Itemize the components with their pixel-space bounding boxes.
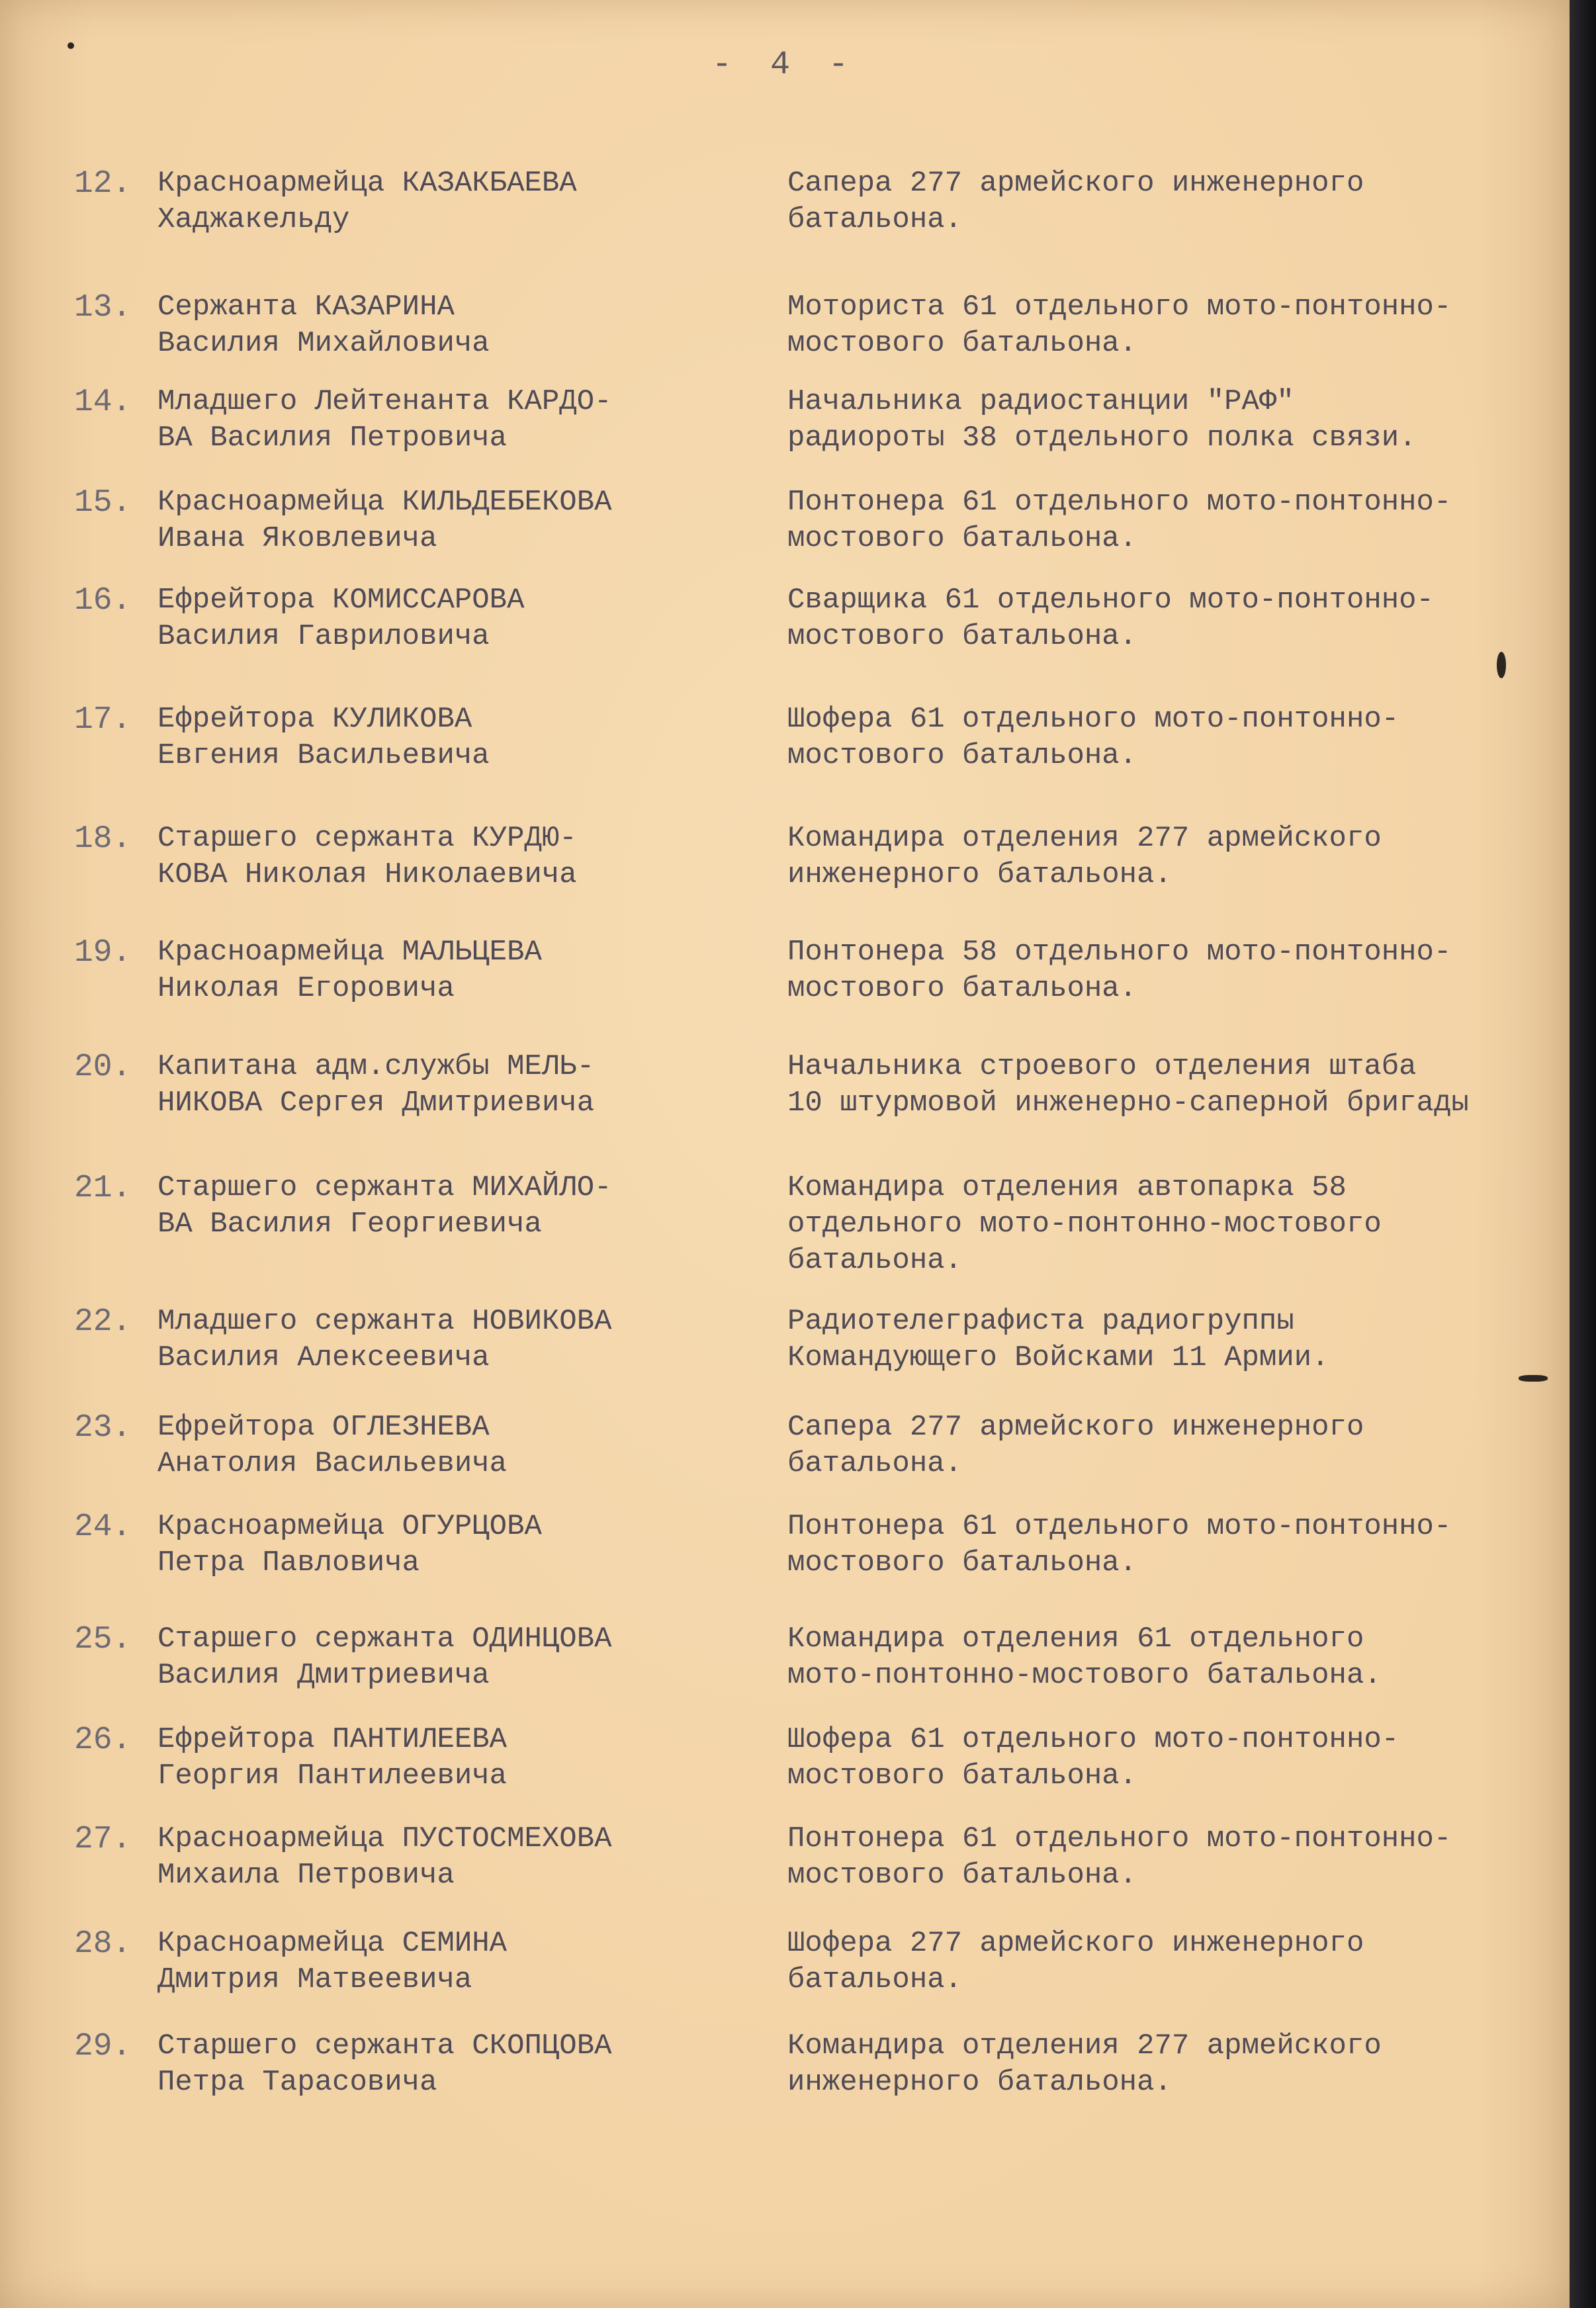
position-line: Командующего Войсками 11 Армии. bbox=[787, 1341, 1329, 1374]
entry-number: 29. bbox=[74, 2029, 132, 2064]
entry-number: 26. bbox=[74, 1722, 132, 1758]
position-line: батальона. bbox=[787, 203, 963, 236]
list-item bbox=[0, 1722, 1570, 1808]
position-line: отдельного мото-понтонно-мостового bbox=[787, 1208, 1382, 1241]
entry-person bbox=[157, 1722, 753, 1795]
list-item bbox=[0, 701, 1570, 787]
person-line: Красноармейца ПУСТОСМЕХОВА bbox=[157, 1822, 612, 1855]
entry-position bbox=[787, 384, 1581, 457]
entry-position bbox=[787, 1509, 1581, 1581]
ink-spot bbox=[67, 42, 74, 49]
entry-number: 21. bbox=[74, 1171, 132, 1206]
entry-number: 18. bbox=[74, 821, 132, 857]
entry-number: 15. bbox=[74, 485, 132, 521]
entry-number: 19. bbox=[74, 935, 132, 971]
entry-person bbox=[157, 1509, 753, 1581]
person-line: ВА Василия Георгиевича bbox=[157, 1208, 542, 1241]
scan-background-edge bbox=[1570, 0, 1596, 2308]
entry-position bbox=[787, 1621, 1581, 1694]
entry-person bbox=[157, 1926, 753, 1998]
position-line: мостового батальона. bbox=[787, 522, 1137, 555]
list-item bbox=[0, 1049, 1570, 1135]
entry-position bbox=[787, 484, 1581, 557]
person-line: Анатолия Васильевича bbox=[157, 1447, 508, 1480]
position-line: Сапера 277 армейского инженерного bbox=[787, 1411, 1364, 1444]
position-line: инженерного батальона. bbox=[787, 858, 1172, 891]
entry-person bbox=[157, 1821, 753, 1894]
entry-position bbox=[787, 1304, 1581, 1376]
entry-position bbox=[787, 701, 1581, 774]
entry-position bbox=[787, 1170, 1581, 1279]
person-line: Красноармейца МАЛЬЦЕВА bbox=[157, 936, 542, 969]
position-line: Шофера 61 отдельного мото-понтонно- bbox=[787, 703, 1399, 736]
entry-position bbox=[787, 934, 1581, 1007]
position-line: Сапера 277 армейского инженерного bbox=[787, 167, 1364, 200]
entry-person bbox=[157, 1049, 753, 1122]
position-line: Шофера 61 отдельного мото-понтонно- bbox=[787, 1723, 1399, 1756]
list-item bbox=[0, 1409, 1570, 1495]
position-line: 10 штурмовой инженерно-саперной бригады bbox=[787, 1087, 1469, 1120]
person-line: Ефрейтора КОМИССАРОВА bbox=[157, 584, 525, 617]
position-line: Начальника строевого отделения штаба bbox=[787, 1050, 1417, 1083]
list-item bbox=[0, 384, 1570, 470]
list-item bbox=[0, 1621, 1570, 1707]
position-line: Командира отделения 277 армейского bbox=[787, 2029, 1382, 2063]
entry-person bbox=[157, 1409, 753, 1482]
person-line: Петра Тарасовича bbox=[157, 2066, 437, 2099]
entry-person bbox=[157, 701, 753, 774]
list-item bbox=[0, 1821, 1570, 1907]
position-line: батальона. bbox=[787, 1963, 963, 1996]
position-line: батальона. bbox=[787, 1447, 963, 1480]
person-line: Красноармейца КИЛЬДЕБЕКОВА bbox=[157, 486, 612, 519]
position-line: Командира отделения автопарка 58 bbox=[787, 1171, 1347, 1204]
entry-position bbox=[787, 1926, 1581, 1998]
position-line: Командира отделения 277 армейского bbox=[787, 822, 1382, 855]
person-line: Старшего сержанта СКОПЦОВА bbox=[157, 2029, 612, 2063]
person-line: Старшего сержанта МИХАЙЛО- bbox=[157, 1171, 612, 1204]
person-line: Ефрейтора ПАНТИЛЕЕВА bbox=[157, 1723, 508, 1756]
person-line: КОВА Николая Николаевича bbox=[157, 858, 577, 891]
person-line: Красноармейца ОГУРЦОВА bbox=[157, 1510, 542, 1543]
list-item bbox=[0, 821, 1570, 907]
position-line: радиороты 38 отдельного полка связи. bbox=[787, 422, 1417, 455]
entry-number: 20. bbox=[74, 1049, 132, 1085]
position-line: мостового батальона. bbox=[787, 1759, 1137, 1793]
person-line: Хаджакельду bbox=[157, 203, 350, 236]
entry-number: 25. bbox=[74, 1622, 132, 1658]
person-line: Георгия Пантилеевича bbox=[157, 1759, 508, 1793]
entry-person bbox=[157, 582, 753, 655]
entry-number: 13. bbox=[74, 290, 132, 326]
position-line: Командира отделения 61 отдельного bbox=[787, 1622, 1364, 1656]
ink-spot bbox=[1497, 652, 1506, 678]
person-line: Евгения Васильевича bbox=[157, 739, 490, 772]
person-line: Капитана адм.службы МЕЛЬ- bbox=[157, 1050, 595, 1083]
position-line: Радиотелеграфиста радиогруппы bbox=[787, 1305, 1294, 1338]
entry-number: 16. bbox=[74, 583, 132, 619]
entry-position bbox=[787, 1722, 1581, 1795]
person-line: НИКОВА Сергея Дмитриевича bbox=[157, 1087, 595, 1120]
position-line: инженерного батальона. bbox=[787, 2066, 1172, 2099]
person-line: Ефрейтора ОГЛЕЗНЕВА bbox=[157, 1411, 490, 1444]
entry-position bbox=[787, 1409, 1581, 1482]
position-line: Понтонера 58 отдельного мото-понтонно- bbox=[787, 936, 1452, 969]
entry-number: 22. bbox=[74, 1304, 132, 1340]
entry-person bbox=[157, 1170, 753, 1243]
ink-spot bbox=[1519, 1375, 1548, 1382]
entry-position bbox=[787, 289, 1581, 362]
person-line: Красноармейца КАЗАКБАЕВА bbox=[157, 167, 577, 200]
position-line: Сварщика 61 отдельного мото-понтонно- bbox=[787, 584, 1434, 617]
entry-person bbox=[157, 1621, 753, 1694]
list-item bbox=[0, 165, 1570, 251]
list-item bbox=[0, 1509, 1570, 1595]
list-item bbox=[0, 1926, 1570, 2012]
entry-position bbox=[787, 1049, 1581, 1122]
position-line: Моториста 61 отдельного мото-понтонно- bbox=[787, 290, 1452, 324]
person-line: Старшего сержанта КУРДЮ- bbox=[157, 822, 577, 855]
person-line: Сержанта КАЗАРИНА bbox=[157, 290, 455, 324]
person-line: Ефрейтора КУЛИКОВА bbox=[157, 703, 472, 736]
position-line: мостового батальона. bbox=[787, 972, 1137, 1005]
list-item bbox=[0, 2028, 1570, 2114]
entry-number: 24. bbox=[74, 1509, 132, 1545]
person-line: Николая Егоровича bbox=[157, 972, 455, 1005]
position-line: мостового батальона. bbox=[787, 1546, 1137, 1579]
position-line: Понтонера 61 отдельного мото-понтонно- bbox=[787, 1822, 1452, 1855]
position-line: Понтонера 61 отдельного мото-понтонно- bbox=[787, 1510, 1452, 1543]
position-line: мото-понтонно-мостового батальона. bbox=[787, 1659, 1382, 1692]
list-item bbox=[0, 289, 1570, 375]
page-number: - 4 - bbox=[711, 46, 858, 84]
entry-person bbox=[157, 934, 753, 1007]
entry-position bbox=[787, 582, 1581, 655]
list-item bbox=[0, 1304, 1570, 1390]
entry-position bbox=[787, 2028, 1581, 2101]
entry-position bbox=[787, 1821, 1581, 1894]
position-line: мостового батальона. bbox=[787, 327, 1137, 360]
entry-person bbox=[157, 289, 753, 362]
position-line: мостового батальона. bbox=[787, 739, 1137, 772]
entry-person bbox=[157, 2028, 753, 2101]
person-line: Дмитрия Матвеевича bbox=[157, 1963, 472, 1996]
person-line: Василия Гавриловича bbox=[157, 620, 490, 653]
entry-number: 27. bbox=[74, 1822, 132, 1857]
position-line: Начальника радиостанции "РАФ" bbox=[787, 385, 1294, 418]
list-item bbox=[0, 934, 1570, 1020]
entry-number: 28. bbox=[74, 1926, 132, 1962]
entry-person bbox=[157, 821, 753, 893]
position-line: мостового батальона. bbox=[787, 620, 1137, 653]
entry-position bbox=[787, 165, 1581, 238]
person-line: Петра Павловича bbox=[157, 1546, 420, 1579]
person-line: Красноармейца СЕМИНА bbox=[157, 1927, 508, 1960]
person-line: Михаила Петровича bbox=[157, 1859, 455, 1892]
position-line: батальона. bbox=[787, 1244, 963, 1277]
person-line: Василия Алексеевича bbox=[157, 1341, 490, 1374]
entry-number: 14. bbox=[74, 384, 132, 420]
entry-number: 23. bbox=[74, 1410, 132, 1446]
entry-person bbox=[157, 384, 753, 457]
entry-person bbox=[157, 484, 753, 557]
person-line: ВА Василия Петровича bbox=[157, 422, 508, 455]
entry-position bbox=[787, 821, 1581, 893]
person-line: Старшего сержанта ОДИНЦОВА bbox=[157, 1622, 612, 1656]
entry-person bbox=[157, 165, 753, 238]
person-line: Ивана Яковлевича bbox=[157, 522, 437, 555]
entry-number: 12. bbox=[74, 166, 132, 202]
entry-person bbox=[157, 1304, 753, 1376]
list-item bbox=[0, 484, 1570, 570]
person-line: Младшего Лейтенанта КАРДО- bbox=[157, 385, 612, 418]
entry-number: 17. bbox=[74, 702, 132, 738]
person-line: Младшего сержанта НОВИКОВА bbox=[157, 1305, 612, 1338]
list-item bbox=[0, 582, 1570, 668]
position-line: Понтонера 61 отдельного мото-понтонно- bbox=[787, 486, 1452, 519]
person-line: Василия Дмитриевича bbox=[157, 1659, 490, 1692]
person-line: Василия Михайловича bbox=[157, 327, 490, 360]
list-item bbox=[0, 1170, 1570, 1277]
position-line: мостового батальона. bbox=[787, 1859, 1137, 1892]
position-line: Шофера 277 армейского инженерного bbox=[787, 1927, 1364, 1960]
